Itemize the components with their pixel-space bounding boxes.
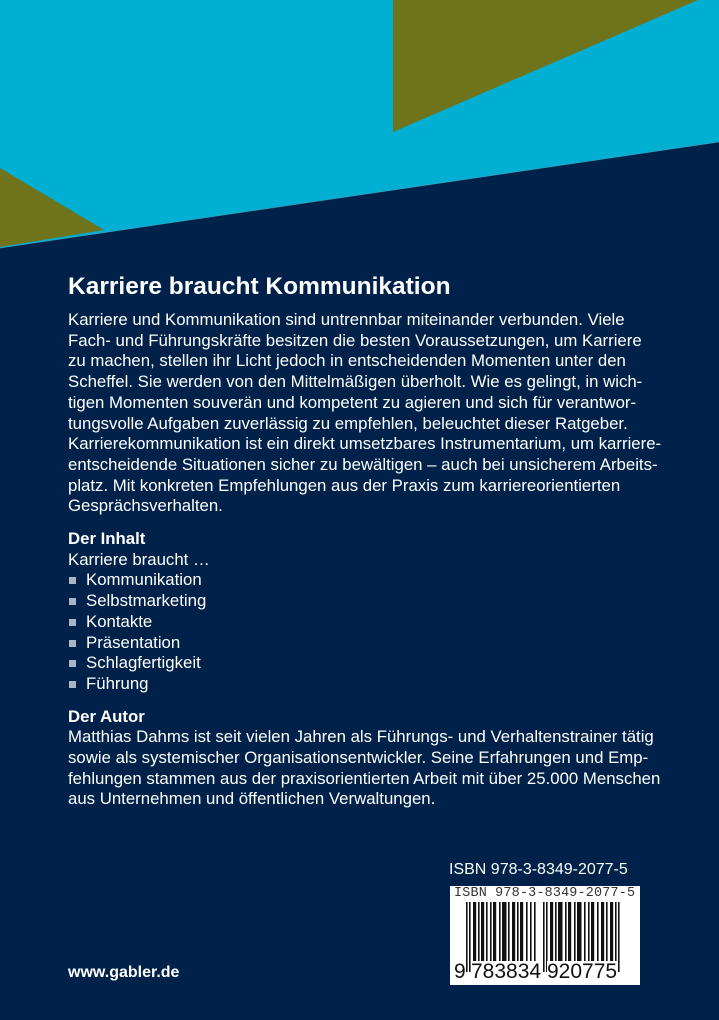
intro-line: Karriere und Kommunikation sind untrennbar miteinander verbunden. Viele [68,310,625,329]
list-item-label: Schlagfertigkeit [86,653,201,673]
square-bullet-icon [69,577,76,584]
square-bullet-icon [69,681,76,688]
barcode-digits-right: 920775 [547,960,618,983]
intro-line: entscheidende Situationen sicher zu bewältigen – auch bei unsicherem Arbeits- [68,454,658,474]
isbn-label: ISBN 978-3-8349-2077-5 [449,861,628,878]
list-item-label: Selbstmarketing [86,591,207,611]
barcode-digit-first: 9 [454,960,466,983]
list-item [68,591,668,612]
book-title: Karriere braucht Kommunikation [68,273,451,300]
intro-line: Scheffel. Sie werden von den Mittelmäßigen überholt. Wie es gelingt, in wich- [68,372,643,392]
isbn-barcode [450,886,640,985]
author-line: aus Unternehmen und öffentlichen Verwaltungen. [68,789,436,809]
square-bullet-icon [69,619,76,626]
intro-line: Gesprächsverhalten. [68,496,223,516]
author-heading: Der Autor [68,706,145,726]
list-item [68,633,668,654]
author-line: Matthias Dahms ist seit vielen Jahren als Führungs- und Verhaltenstrainer tätig [68,727,654,747]
intro-paragraph [68,310,668,517]
square-bullet-icon [69,598,76,605]
author-line: fehlungen stammen aus der praxisorientierten Arbeit mit über 25.000 Menschen [68,768,661,788]
contents-heading: Der Inhalt [68,529,146,549]
list-item [68,570,668,591]
intro-line: platz. Mit konkreten Empfehlungen aus der Praxis zum karriereorientierten [68,475,621,495]
list-item-label: Führung [86,673,149,693]
list-item-label: Präsentation [86,632,181,652]
barcode-digits-left: 783834 [471,960,542,983]
list-item [68,674,668,695]
list-item [68,612,668,633]
publisher-url[interactable]: www.gabler.de [68,964,180,981]
intro-line: Karrierekommunikation ist ein direkt umsetzbares Instrumentarium, um karriere- [68,434,662,454]
list-item [68,653,668,674]
list-item-label: Kommunikation [86,570,202,590]
back-cover-text [68,272,668,810]
contents-lead: Karriere braucht … [68,549,210,569]
list-item-label: Kontakte [86,611,153,631]
intro-line: tigen Momenten souverän und kompetent zu agieren und sich für verantwor- [68,392,637,412]
intro-line: tungsvolle Aufgaben zuverlässig zu empfehlen, beleuchtet dieser Ratgeber. [68,413,628,433]
intro-line: Fach- und Führungskräfte besitzen die besten Voraussetzungen, um Karriere [68,330,642,350]
author-line: sowie als systemischer Organisationsentwickler. Seine Erfahrungen und Emp- [68,748,649,768]
author-paragraph [68,727,668,810]
square-bullet-icon [69,660,76,667]
contents-list [68,570,668,694]
square-bullet-icon [69,640,76,647]
barcode-isbn-text: ISBN 978-3-8349-2077-5 [454,886,636,901]
intro-line: zu machen, stellen ihr Licht jedoch in entscheidenden Momenten unter den [68,351,626,371]
